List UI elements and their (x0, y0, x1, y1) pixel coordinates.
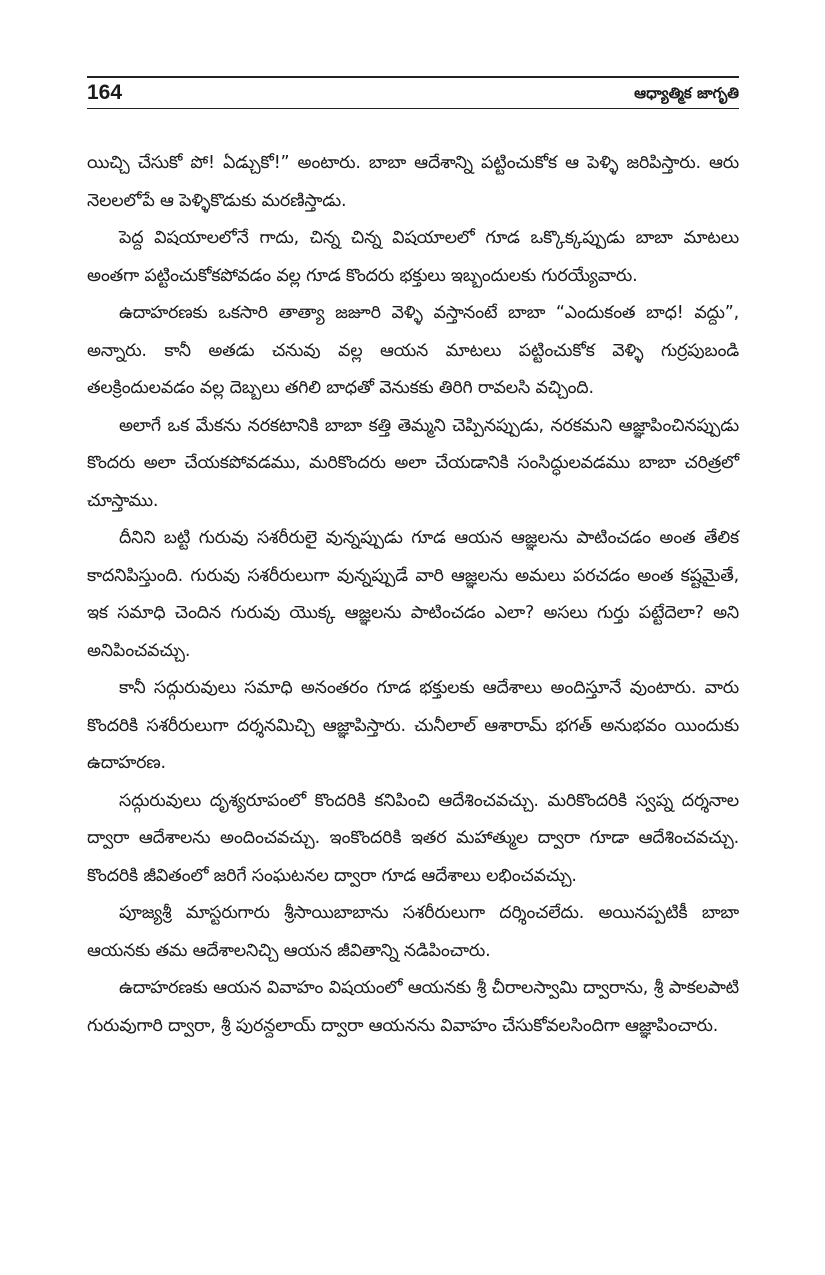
page-number: 164 (87, 81, 123, 104)
paragraph: యిచ్చి చేసుకో పో! ఏడ్చుకో!” అంటారు. బాబా ఆదేశాన్ని పట్టించుకోక ఆ పెళ్ళి జరిపిస్తారు. ఆరు నెలలలోపే ఆ పెళ్ళికొడుకు మరణిస్తాడు. (87, 153, 739, 211)
header-top-rule (87, 76, 739, 78)
body-text (87, 145, 739, 1045)
paragraph: కానీ సద్గురువులు సమాధి అనంతరం గూడ భక్తులకు ఆదేశాలు అందిస్తూనే వుంటారు. వారు కొందరికి సశరీరులుగా దర్శనమిచ్చి ఆజ్ఞాపిస్తారు. చునీలాల్ ఆశారామ్ భగత్ అనుభవం యిందుకు ఉదాహరణ. (87, 678, 739, 773)
paragraph: దీనిని బట్టి గురువు సశరీరులై వున్నప్పుడు గూడ ఆయన ఆజ్ఞలను పాటించడం అంత తేలిక కాదనిపిస్తుంది. గురువు సశరీరులుగా వున్నప్పుడే వారి ఆజ్ఞలను అమలు పరచడం అంత కష్టమైతే, ఇక సమాధి చెందిన గురువు యొక్క ఆజ్ఞలను పాటించడం ఎలా? అసలు గుర్తు పట్టేదెలా? అని అనిపించవచ్చు. (87, 528, 739, 661)
paragraph: ఉదాహరణకు ఆయన వివాహం విషయంలో ఆయనకు శ్రీ చీరాలస్వామి ద్వారాను, శ్రీ పాకలపాటి గురువుగారి ద్వారా, శ్రీ పురన్దలాయ్ ద్వారా ఆయనను వివాహం చేసుకోవలసిందిగా ఆజ్ఞాపించారు. (87, 978, 739, 1036)
paragraph: ఉదాహరణకు ఒకసారి తాత్యా జజూరి వెళ్ళి వస్తానంటే బాబా “ఎందుకంత బాధ! వద్దు”, అన్నారు. కానీ అతడు చనువు వల్ల ఆయన మాటలు పట్టించుకోక వెళ్ళి గుర్రపుబండి తలక్రిందులవడం వల్ల దెబ్బలు తగిలి బాధతో వెనుకకు తిరిగి రావలసి వచ్చింది. (87, 303, 739, 398)
paragraph: అలాగే ఒక మేకను నరకటానికి బాబా కత్తి తెమ్మని చెప్పినప్పుడు, నరకమని ఆజ్ఞాపించినప్పుడు కొందరు అలా చేయకపోవడము, మరికొందరు అలా చేయడానికి సంసిద్ధులవడము బాబా చరిత్రలో చూస్తాము. (87, 415, 739, 511)
running-title: ఆధ్యాత్మిక జాగృతి (634, 84, 739, 102)
header-bottom-rule (87, 108, 739, 109)
page-header (87, 76, 739, 110)
paragraph: పూజ్యశ్రీ మాస్టరుగారు శ్రీసాయిబాబాను సశరీరులుగా దర్శించలేదు. అయినప్పటికీ బాబా ఆయనకు తమ ఆదేశాలనిచ్చి ఆయన జీవితాన్ని నడిపించారు. (87, 903, 739, 961)
paragraph: పెద్ద విషయాలలోనే గాదు, చిన్న చిన్న విషయాలలో గూడ ఒక్కొక్కప్పుడు బాబా మాటలు అంతగా పట్టించుకోకపోవడం వల్ల గూడ కొందరు భక్తులు ఇబ్బందులకు గురయ్యేవారు. (87, 228, 739, 286)
paragraph: సద్గురువులు దృశ్యరూపంలో కొందరికి కనిపించి ఆదేశించవచ్చు. మరికొందరికి స్వప్న దర్శనాల ద్వారా ఆదేశాలను అందించవచ్చు. ఇంకొందరికి ఇతర మహాత్ముల ద్వారా గూడా ఆదేశించవచ్చు. కొందరికి జీవితంలో జరిగే సంఘటనల ద్వారా గూడ ఆదేశాలు లభించవచ్చు. (87, 790, 739, 886)
